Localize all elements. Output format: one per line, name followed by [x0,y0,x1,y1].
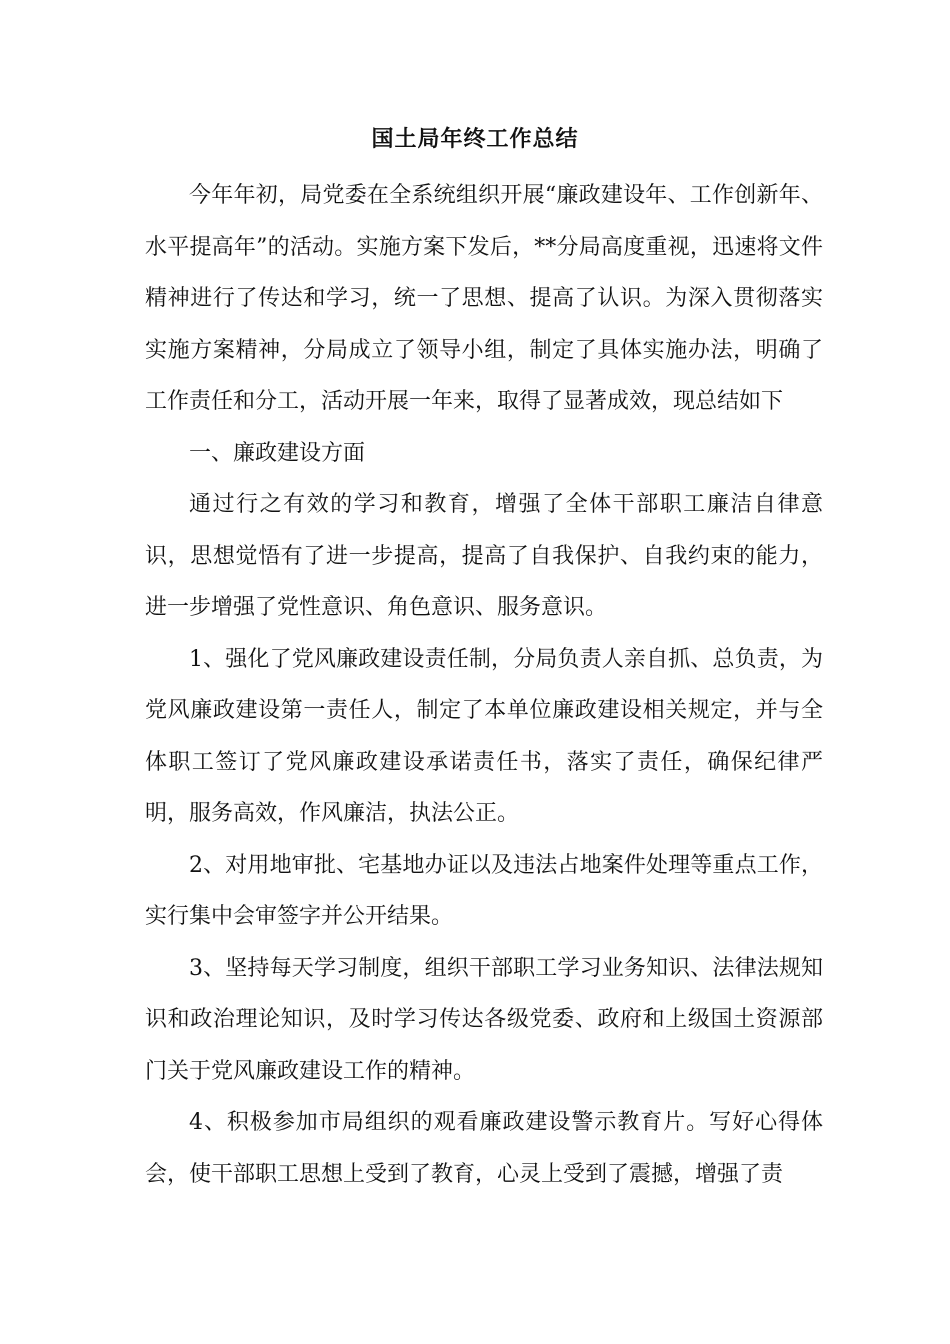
paragraph-intro: 今年年初，局党委在全系统组织开展“廉政建设年、工作创新年、水平提高年”的活动。实施方案下发后，**分局高度重视，迅速将文件精神进行了传达和学习，统一了思想、提高了认识。为深入贯彻落实实施方案精神，分局成立了领导小组，制定了具体实施办法，明确了工作责任和分工，活动开展一年来，取得了显著成效，现总结如下 [145,183,823,414]
section-heading-integrity: 一、廉政建设方面 [189,440,366,466]
paragraph-item-3: 3、坚持每天学习制度，组织干部职工学习业务知识、法律法规知识和政治理论知识，及时学习传达各级党委、政府和上级国土资源部门关于党风廉政建设工作的精神。 [145,955,823,1084]
paragraph-integrity-summary: 通过行之有效的学习和教育，增强了全体干部职工廉洁自律意识，思想觉悟有了进一步提高，提高了自我保护、自我约束的能力，进一步增强了党性意识、角色意识、服务意识。 [145,492,823,620]
paragraph-item-1: 1、强化了党风廉政建设责任制，分局负责人亲自抓、总负责，为党风廉政建设第一责任人，制定了本单位廉政建设相关规定，并与全体职工签订了党风廉政建设承诺责任书，落实了责任，确保纪律严明，服务高效，作风廉洁，执法公正。 [145,646,823,826]
paragraph-item-4: 4、积极参加市局组织的观看廉政建设警示教育片。写好心得体会，使干部职工思想上受到了教育，心灵上受到了震撼，增强了责 [145,1110,823,1187]
document-body [145,170,823,1200]
paragraph-item-2: 2、对用地审批、宅基地办证以及违法占地案件处理等重点工作，实行集中会审签字并公开结果。 [145,852,823,929]
document-title: 国土局年终工作总结 [371,126,579,152]
